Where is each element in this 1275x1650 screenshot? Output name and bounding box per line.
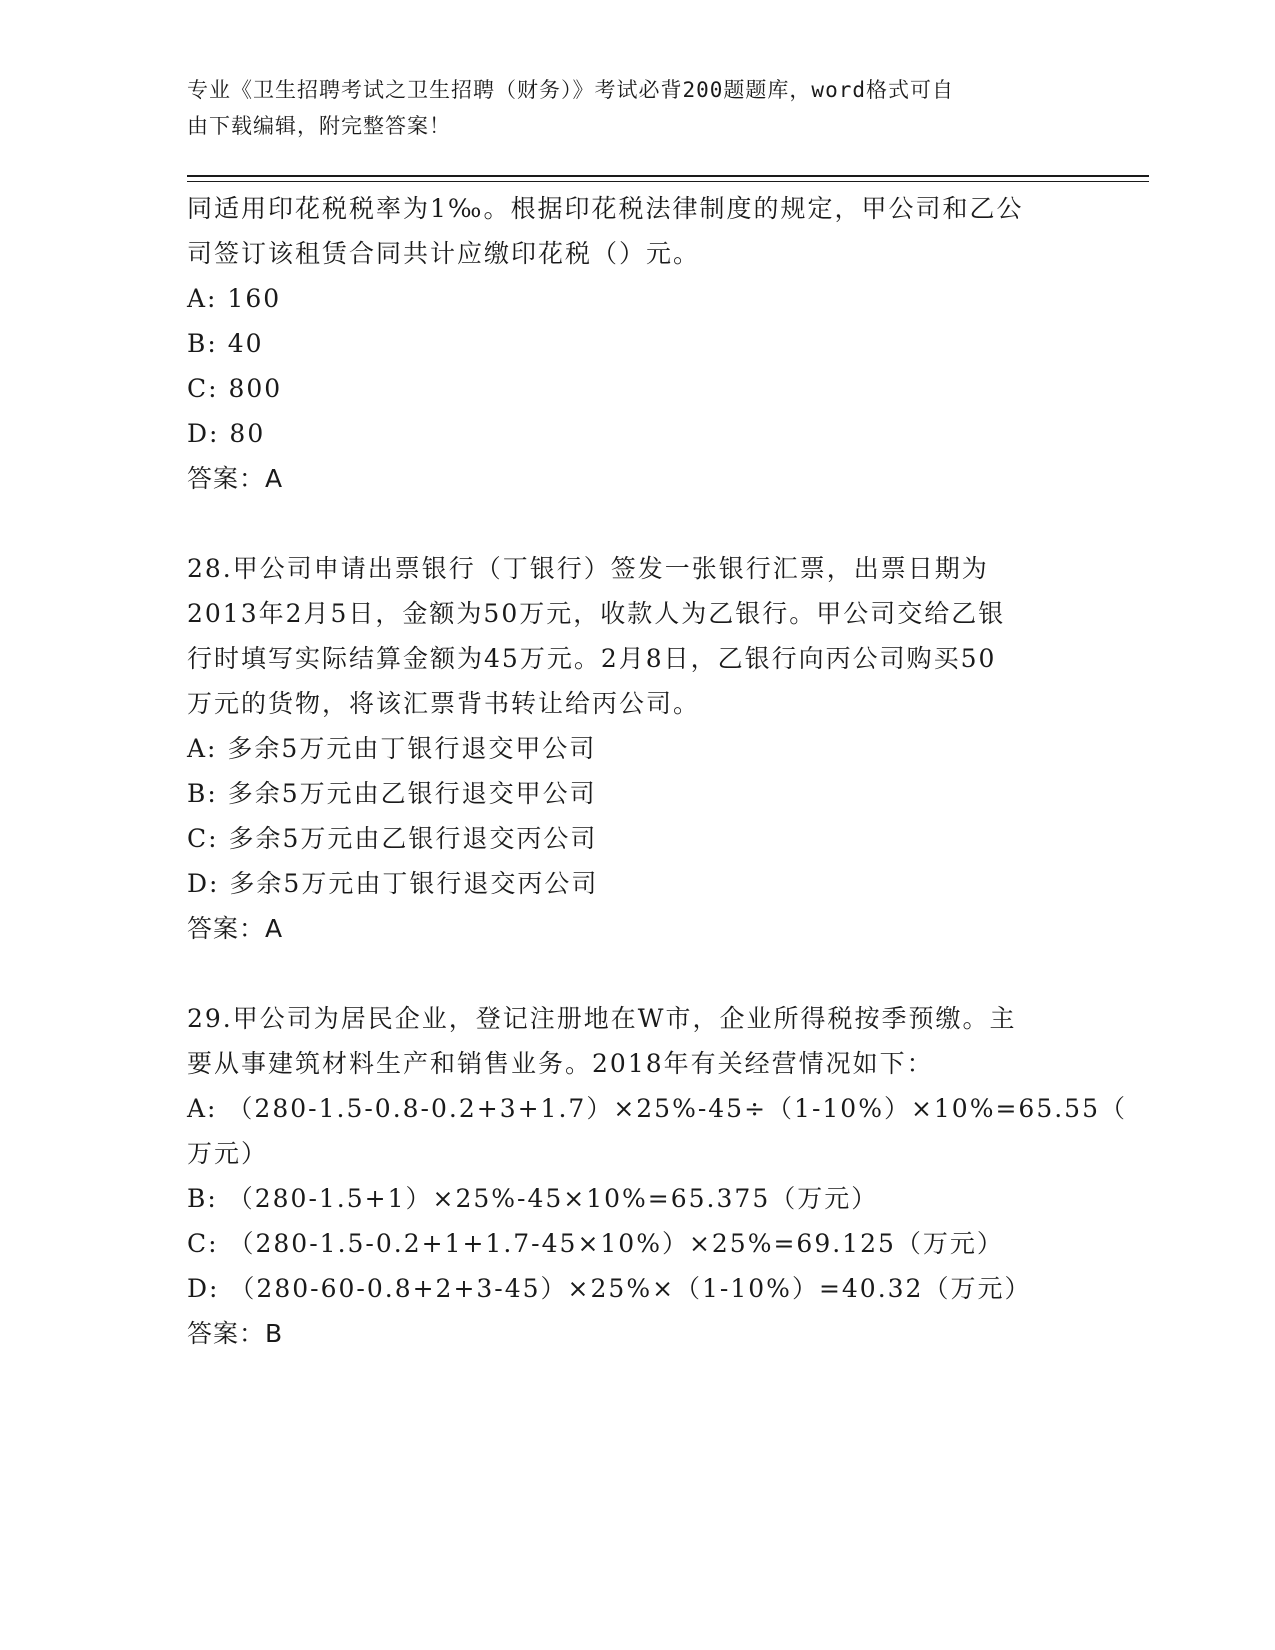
header-rule-thin	[187, 181, 1149, 182]
option-c: C: 多余5万元由乙银行退交丙公司	[187, 824, 598, 853]
question-stem: 要从事建筑材料生产和销售业务。2018年有关经营情况如下：	[187, 1049, 934, 1078]
question-stem: 29.甲公司为居民企业，登记注册地在W市，企业所得税按季预缴。主	[187, 1004, 1017, 1033]
question-stem: 司签订该租赁合同共计应缴印花税（）元。	[187, 239, 701, 268]
option-d: D: 80	[187, 419, 266, 448]
option-a: A: 160	[187, 284, 282, 313]
question-27	[187, 186, 1087, 501]
answer: 答案：B	[187, 1319, 284, 1348]
spacer	[187, 951, 1087, 996]
option-d: D: 多余5万元由丁银行退交丙公司	[187, 869, 599, 898]
question-29	[187, 996, 1127, 1356]
option-a-continued: 万元）	[187, 1139, 269, 1168]
spacer	[187, 501, 1087, 546]
option-b: B: 40	[187, 329, 264, 358]
question-28	[187, 546, 1087, 951]
answer: 答案：A	[187, 914, 284, 943]
question-stem: 同适用印花税税率为1‰。根据印花税法律制度的规定，甲公司和乙公	[187, 194, 1024, 223]
option-a: A: （280-1.5-0.8-0.2+3+1.7）×25%-45÷（1-10%）×10%=65.55（	[187, 1094, 1127, 1123]
answer: 答案：A	[187, 464, 284, 493]
question-list	[187, 186, 1127, 1356]
option-d: D: （280-60-0.8+2+3-45）×25%×（1-10%）=40.32（万元）	[187, 1274, 1032, 1303]
option-a: A: 多余5万元由丁银行退交甲公司	[187, 734, 597, 763]
document-header	[187, 72, 1067, 144]
question-stem: 2013年2月5日，金额为50万元，收款人为乙银行。甲公司交给乙银	[187, 599, 1006, 628]
question-stem: 万元的货物，将该汇票背书转让给丙公司。	[187, 689, 701, 718]
option-c: C: 800	[187, 374, 283, 403]
question-stem: 28.甲公司申请出票银行（丁银行）签发一张银行汇票，出票日期为	[187, 554, 989, 583]
header-line-2: 由下载编辑，附完整答案！	[187, 114, 451, 138]
option-c: C: （280-1.5-0.2+1+1.7-45×10%）×25%=69.125（万元）	[187, 1229, 1004, 1258]
question-stem: 行时填写实际结算金额为45万元。2月8日，乙银行向丙公司购买50	[187, 644, 997, 673]
header-rule-thick	[187, 175, 1149, 177]
option-b: B: 多余5万元由乙银行退交甲公司	[187, 779, 597, 808]
header-line-1: 专业《卫生招聘考试之卫生招聘（财务）》考试必背200题题库，word格式可自	[187, 78, 954, 102]
option-b: B: （280-1.5+1）×25%-45×10%=65.375（万元）	[187, 1184, 879, 1213]
